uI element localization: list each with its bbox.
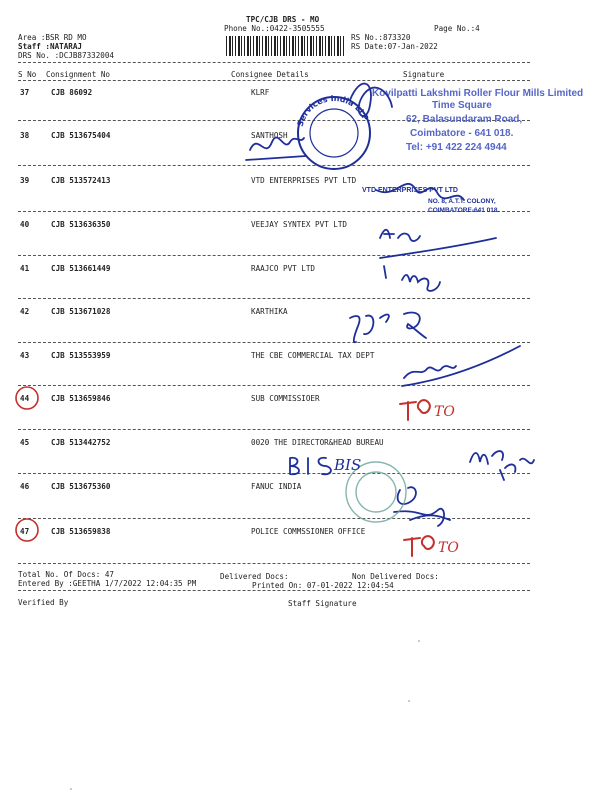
row-sno: 45 (20, 438, 30, 447)
row-consignment-no: CJB 513671028 (51, 307, 111, 316)
row-consignment-no: CJB 513675404 (51, 131, 111, 140)
row-consignee: VTD ENTERPRISES PVT LTD (251, 176, 357, 185)
table-row (18, 351, 578, 395)
row-consignee: FANUC INDIA (251, 482, 302, 491)
column-header-sno: S No (18, 70, 37, 79)
table-row (18, 482, 578, 526)
vtd-stamp-line: COIMBATORE-641 018. (428, 207, 500, 214)
row-sno: 40 (20, 220, 30, 229)
row-consignment-no: CJB 513661449 (51, 264, 111, 273)
table-row (18, 264, 578, 308)
footer-divider (18, 590, 530, 591)
row-divider (18, 211, 530, 212)
row-divider (18, 165, 530, 166)
row-sno: 41 (20, 264, 30, 273)
company-stamp-line: Kovilpatti Lakshmi Roller Flour Mills Limited (372, 88, 584, 99)
non-delivered-docs: Non Delivered Docs: (352, 572, 439, 581)
vtd-stamp-line: VTD ENTERPRISES PVT LTD (362, 187, 458, 194)
row-consignee: POLICE COMMSSIONER OFFICE (251, 527, 366, 536)
row-consignment-no: CJB 513659838 (51, 527, 111, 536)
row-sno: 39 (20, 176, 30, 185)
to-mark-row44-label: TO (0, 0, 2, 1)
table-row (18, 88, 578, 132)
row-consignment-no: CJB 513675360 (51, 482, 111, 491)
row-consignee: KLRF (251, 88, 270, 97)
page-number: Page No.:4 (434, 24, 480, 33)
printed-on: Printed On: 07-01-2022 12:04:54 (252, 581, 394, 590)
company-stamp-line: Tel: +91 422 224 4944 (406, 142, 507, 153)
row-divider (18, 473, 530, 474)
handwritten-to-row44: TO (434, 404, 455, 420)
barcode (226, 36, 346, 56)
area-label: Area :BSR RD MO (18, 33, 87, 42)
verified-by: Verified By (18, 598, 69, 607)
phone-number: Phone No.:0422-3505555 (224, 24, 325, 33)
table-bottom-divider (18, 563, 530, 564)
drs-number: DRS No. :DCJB87332004 (18, 51, 115, 60)
row-consignment-no: CJB 513553959 (51, 351, 111, 360)
row-divider (18, 342, 530, 343)
staff-label: Staff :NATARAJ (18, 42, 83, 51)
column-header-signature: Signature (403, 70, 445, 79)
row-consignee: SUB COMMISSIOER (251, 394, 320, 403)
row-divider (18, 298, 530, 299)
column-header-consignee: Consignee Details (231, 70, 309, 79)
company-stamp-line: Time Square (432, 100, 492, 111)
row-sno: 37 (20, 88, 30, 97)
row-consignee: RAAJCO PVT LTD (251, 264, 316, 273)
table-row (18, 438, 578, 482)
table-row (18, 527, 578, 571)
table-row (18, 394, 578, 438)
row-consignee: VEEJAY SYNTEX PVT LTD (251, 220, 348, 229)
handwritten-bis-row45: BIS (334, 456, 362, 474)
row-consignee: SANTHOSH (251, 131, 288, 140)
staff-signature-label: Staff Signature (288, 599, 357, 608)
table-row (18, 176, 578, 220)
row-divider (18, 518, 530, 519)
row-consignee: KARTHIKA (251, 307, 288, 316)
rs-date: RS Date:07-Jan-2022 (351, 42, 438, 51)
row-consignment-no: CJB 513572413 (51, 176, 111, 185)
row-divider (18, 385, 530, 386)
row-sno: 47 (20, 527, 30, 536)
company-stamp-line: Coimbatore - 641 018. (410, 128, 514, 139)
column-header-consignment: Consignment No (46, 70, 111, 79)
total-docs: Total No. Of Docs: 47 (18, 570, 115, 579)
document-title: TPC/CJB DRS - MO (246, 15, 320, 24)
row-consignment-no: CJB 513659846 (51, 394, 111, 403)
company-stamp-line: 62, Balasundaram Road, (406, 114, 523, 125)
row-divider (18, 429, 530, 430)
delivered-docs: Delivered Docs: (220, 572, 289, 581)
row-consignment-no: CJB 86092 (51, 88, 93, 97)
row-consignee: 0020 THE DIRECTOR&HEAD BUREAU (251, 438, 384, 447)
table-row (18, 220, 578, 264)
row-divider (18, 255, 530, 256)
scan-speck (70, 788, 72, 790)
row-consignment-no: CJB 513636350 (51, 220, 111, 229)
rs-number: RS No.:873320 (351, 33, 411, 42)
row-sno: 46 (20, 482, 30, 491)
row-consignee: THE CBE COMMERCIAL TAX DEPT (251, 351, 375, 360)
entered-by: Entered By :GEETHA 1/7/2022 12:04:35 PM (18, 579, 197, 588)
header-divider-top (18, 62, 530, 63)
row-divider (18, 120, 530, 121)
handwritten-to-row47: TO (438, 540, 459, 556)
scan-speck (418, 640, 420, 642)
vtd-stamp-line: NO. 8, A.T.T. COLONY, (428, 198, 496, 205)
row-sno: 42 (20, 307, 30, 316)
row-sno: 44 (20, 394, 30, 403)
scan-speck (408, 700, 410, 702)
seal-text: Services India LLP (295, 93, 371, 128)
row-sno: 38 (20, 131, 30, 140)
header-divider-bottom (18, 80, 530, 81)
row-sno: 43 (20, 351, 30, 360)
table-row (18, 307, 578, 351)
row-consignment-no: CJB 513442752 (51, 438, 111, 447)
table-row (18, 131, 578, 175)
